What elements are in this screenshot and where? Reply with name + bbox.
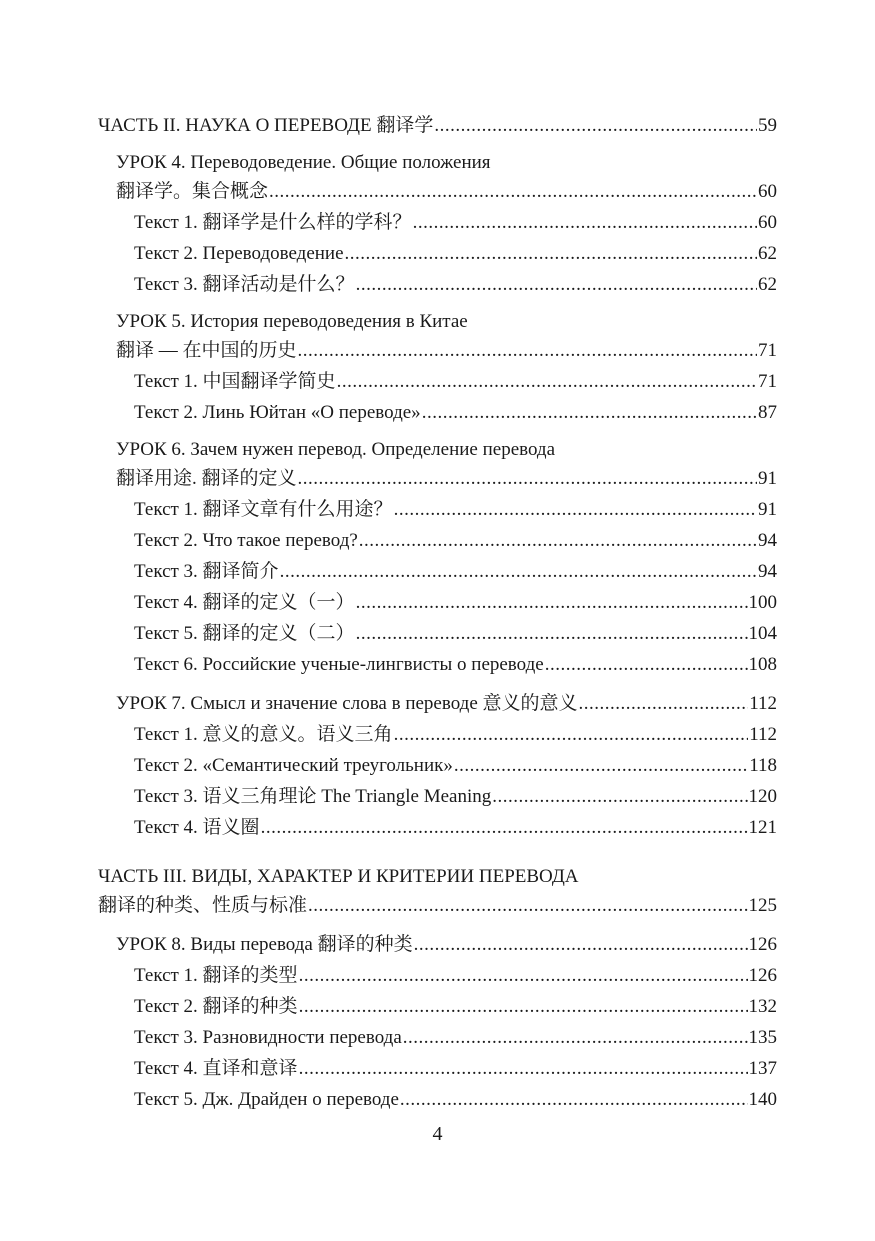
dot-leader: [545, 649, 748, 680]
toc-entry-title: Текст 3. 语义三角理论 The Triangle Meaning: [134, 786, 492, 807]
table-of-contents: [98, 110, 777, 1115]
toc-entry-page: 137: [748, 1058, 777, 1079]
toc-entry-page: 60: [758, 212, 777, 233]
toc-entry-title: Текст 2. 翻译的种类: [134, 996, 298, 1017]
toc-entry[interactable]: [98, 463, 777, 494]
toc-entry-title: Текст 4. 语义圈: [134, 817, 260, 838]
dot-leader: [394, 719, 749, 750]
toc-entry-page: 118: [749, 755, 777, 776]
dot-leader: [414, 929, 748, 960]
toc-entry-page: 87: [758, 402, 777, 423]
toc-entry[interactable]: [98, 960, 777, 991]
toc-entry-title: Текст 3. Разновидности перевода: [134, 1027, 402, 1048]
toc-entry-page: 71: [758, 371, 777, 392]
toc-entry[interactable]: [98, 649, 777, 680]
dot-leader: [422, 397, 757, 428]
toc-entry[interactable]: [98, 1084, 777, 1115]
toc-entry-title: Текст 5. 翻译的定义（二）: [134, 623, 355, 644]
dot-leader: [298, 335, 757, 366]
toc-spacer: [98, 680, 777, 688]
toc-entry[interactable]: [98, 991, 777, 1022]
toc-spacer: [98, 141, 777, 149]
toc-entry[interactable]: [98, 1022, 777, 1053]
toc-entry-title: Текст 1. 中国翻译学简史: [134, 371, 336, 392]
toc-entry[interactable]: [98, 750, 777, 781]
dot-leader: [308, 890, 747, 921]
toc-entry-title: Текст 1. 翻译的类型: [134, 965, 298, 986]
dot-leader: [298, 463, 757, 494]
toc-entry-title: Текст 6. Российские ученые-лингвисты о переводе: [134, 654, 544, 675]
toc-entry-page: 60: [758, 181, 777, 202]
toc-entry[interactable]: [98, 812, 777, 843]
toc-entry[interactable]: [98, 269, 777, 300]
toc-entry[interactable]: [98, 618, 777, 649]
toc-entry[interactable]: [98, 494, 777, 525]
toc-entry-title: Текст 4. 直译和意译: [134, 1058, 298, 1079]
toc-entry-page: 59: [758, 115, 777, 136]
toc-entry[interactable]: [98, 556, 777, 587]
dot-leader: [359, 525, 757, 556]
toc-entry[interactable]: [98, 525, 777, 556]
toc-entry[interactable]: [98, 176, 777, 207]
toc-entry-title: ЧАСТЬ II. НАУКА О ПЕРЕВОДЕ 翻译学: [98, 115, 434, 136]
toc-entry-title: Текст 2. Линь Юйтан «О переводе»: [134, 402, 421, 423]
toc-entry[interactable]: [98, 719, 777, 750]
toc-heading: [98, 308, 777, 335]
toc-entry-title: 翻译用途. 翻译的定义: [116, 468, 297, 489]
toc-entry-page: 100: [748, 592, 777, 613]
toc-entry[interactable]: [98, 688, 777, 719]
toc-entry-page: 62: [758, 274, 777, 295]
toc-entry[interactable]: [98, 781, 777, 812]
toc-entry-title: Текст 4. 翻译的定义（一）: [134, 592, 355, 613]
toc-spacer: [98, 843, 777, 863]
toc-entry-page: 112: [749, 724, 777, 745]
toc-entry[interactable]: [98, 587, 777, 618]
dot-leader: [454, 750, 748, 781]
toc-entry-page: 104: [748, 623, 777, 644]
toc-entry[interactable]: [98, 890, 777, 921]
toc-entry[interactable]: [98, 366, 777, 397]
toc-spacer: [98, 921, 777, 929]
dot-leader: [413, 207, 757, 238]
toc-entry-title: Текст 3. 翻译简介: [134, 561, 279, 582]
toc-entry[interactable]: [98, 929, 777, 960]
toc-entry-title: УРОК 8. Виды перевода 翻译的种类: [116, 934, 413, 955]
dot-leader: [434, 110, 757, 141]
toc-entry-title: Текст 2. Что такое перевод?: [134, 530, 358, 551]
toc-entry-page: 71: [758, 340, 777, 361]
toc-entry-page: 91: [758, 499, 777, 520]
toc-entry-page: 125: [748, 895, 777, 916]
toc-entry-page: 121: [748, 817, 777, 838]
toc-entry-page: 62: [758, 243, 777, 264]
page-number: 4: [432, 1123, 443, 1145]
toc-entry-title: Текст 1. 翻译文章有什么用途？: [134, 499, 393, 520]
toc-entry-title: Текст 1. 意义的意义。语义三角: [134, 724, 393, 745]
dot-leader: [299, 1053, 748, 1084]
toc-entry[interactable]: [98, 110, 777, 141]
dot-leader: [403, 1022, 748, 1053]
toc-spacer: [98, 428, 777, 436]
toc-heading: [98, 863, 777, 890]
dot-leader: [356, 618, 748, 649]
toc-entry-page: 112: [749, 693, 777, 714]
dot-leader: [280, 556, 757, 587]
dot-leader: [400, 1084, 748, 1115]
toc-heading: [98, 436, 777, 463]
dot-leader: [345, 238, 757, 269]
toc-entry-page: 135: [748, 1027, 777, 1048]
toc-entry-title: Текст 5. Дж. Драйден о переводе: [134, 1089, 399, 1110]
toc-entry-title: УРОК 6. Зачем нужен перевод. Определение перевода: [116, 439, 556, 460]
toc-entry-title: Текст 3. 翻译活动是什么？: [134, 274, 355, 295]
dot-leader: [261, 812, 748, 843]
toc-entry-title: 翻译学。集合概念: [116, 181, 269, 202]
toc-entry[interactable]: [98, 207, 777, 238]
dot-leader: [299, 991, 748, 1022]
dot-leader: [356, 269, 757, 300]
dot-leader: [579, 688, 749, 719]
toc-entry-title: 翻译 — 在中国的历史: [116, 340, 297, 361]
toc-entry-page: 126: [748, 934, 777, 955]
toc-entry-page: 94: [758, 530, 777, 551]
toc-entry-page: 94: [758, 561, 777, 582]
toc-entry[interactable]: [98, 238, 777, 269]
dot-leader: [394, 494, 757, 525]
toc-entry-title: УРОК 4. Переводоведение. Общие положения: [116, 152, 491, 173]
toc-entry[interactable]: [98, 397, 777, 428]
toc-entry-page: 108: [748, 654, 777, 675]
toc-entry-title: Текст 1. 翻译学是什么样的学科？: [134, 212, 412, 233]
toc-entry[interactable]: [98, 335, 777, 366]
toc-entry-title: Текст 2. Переводоведение: [134, 243, 344, 264]
dot-leader: [299, 960, 748, 991]
toc-entry-title: 翻译的种类、性质与标准: [98, 895, 308, 916]
toc-entry-title: УРОК 7. Смысл и значение слова в переводе 意义的意义: [116, 693, 578, 714]
dot-leader: [492, 781, 747, 812]
toc-entry-title: УРОК 5. История переводоведения в Китае: [116, 311, 468, 332]
toc-heading: [98, 149, 777, 176]
toc-spacer: [98, 300, 777, 308]
toc-entry-page: 120: [748, 786, 777, 807]
toc-entry-page: 91: [758, 468, 777, 489]
dot-leader: [356, 587, 748, 618]
toc-entry-page: 132: [748, 996, 777, 1017]
dot-leader: [269, 176, 757, 207]
toc-entry-page: 126: [748, 965, 777, 986]
toc-entry-title: Текст 2. «Семантический треугольник»: [134, 755, 453, 776]
toc-entry-title: ЧАСТЬ III. ВИДЫ, ХАРАКТЕР И КРИТЕРИИ ПЕРЕВОДА: [98, 866, 579, 887]
toc-entry[interactable]: [98, 1053, 777, 1084]
toc-entry-page: 140: [748, 1089, 777, 1110]
dot-leader: [337, 366, 757, 397]
